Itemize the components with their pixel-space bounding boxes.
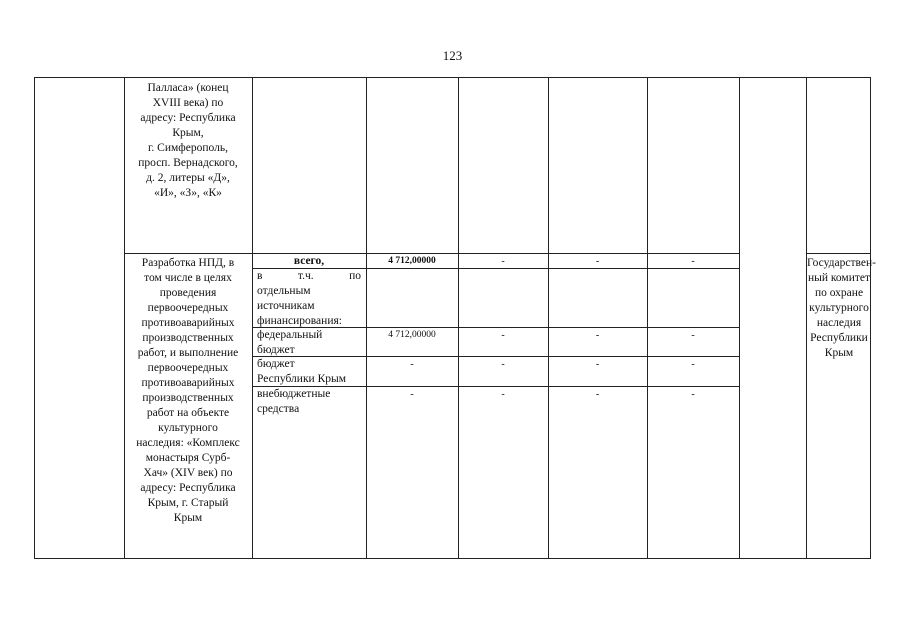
object-line: проведения xyxy=(159,287,217,299)
amount-total: 4 712,00000 xyxy=(388,256,436,266)
source-label-regional xyxy=(257,357,365,387)
object-line: работ, и выполнение xyxy=(137,347,239,359)
column-divider xyxy=(366,78,367,558)
object-line: Палласа» (конец xyxy=(147,82,229,94)
executor-line: Крым xyxy=(824,347,854,359)
value-total-col6: - xyxy=(595,256,600,267)
object-line: адресу: Республика xyxy=(140,482,236,494)
object-line: культурного xyxy=(158,422,218,434)
object-line: адресу: Республика xyxy=(140,112,236,124)
value-federal-col5: - xyxy=(501,330,505,341)
object-line: наследия: «Комплекс xyxy=(136,437,240,449)
value-regional-col5: - xyxy=(501,359,505,370)
source-label-line: Республики Крым xyxy=(257,373,346,385)
executor-line: Государствен- xyxy=(807,257,876,269)
page-number: 123 xyxy=(442,48,463,63)
source-label-line: бюджет xyxy=(257,358,295,370)
object-line: г. Симферополь, xyxy=(148,142,228,154)
executor-line: ный комитет xyxy=(807,272,871,284)
object-line: XVIII века) по xyxy=(152,97,224,109)
source-label-federal xyxy=(257,328,365,358)
object-line: монастыря Сурб- xyxy=(145,452,231,464)
column-divider xyxy=(458,78,459,558)
column-divider xyxy=(548,78,549,558)
source-label-line: средства xyxy=(257,403,300,415)
object-line: первоочередных xyxy=(147,302,229,314)
source-label-line: федеральный xyxy=(257,329,323,341)
value-extrabudget-col6: - xyxy=(595,389,600,400)
financing-table xyxy=(34,77,876,559)
object-line: Хач» (XIV век) по xyxy=(143,467,233,479)
amount-regional: - xyxy=(410,359,414,370)
object-line: первоочередных xyxy=(147,362,229,374)
object-line: «И», «З», «К» xyxy=(154,187,222,199)
object-line: работ на объекте xyxy=(146,407,230,419)
value-extrabudget-col7: - xyxy=(691,389,695,400)
object-line: производственных xyxy=(142,392,234,404)
value-total-col7: - xyxy=(691,256,695,267)
source-label-line: финансирования: xyxy=(257,315,342,327)
object-line: Разработка НПД, в xyxy=(141,257,235,269)
executor-cell xyxy=(807,256,876,361)
value-regional-col6: - xyxy=(595,359,600,370)
source-label-line: внебюджетные xyxy=(257,388,331,400)
source-label-word: по xyxy=(349,270,361,282)
executor-line: Республики xyxy=(810,332,868,344)
source-label-breakdown xyxy=(257,269,361,329)
row-divider xyxy=(806,253,871,254)
amount-extrabudget: - xyxy=(410,389,414,400)
object-description-cell xyxy=(126,256,250,526)
object-line: просп. Вернадского, xyxy=(138,157,238,169)
object-line: Крым, г. Старый xyxy=(147,497,229,509)
source-label-line: бюджет xyxy=(257,344,295,356)
object-line: Крым xyxy=(173,512,203,524)
executor-line: наследия xyxy=(816,317,862,329)
source-label-word: т.ч. xyxy=(297,270,314,282)
amount-federal: 4 712,00000 xyxy=(388,330,436,340)
source-label-extrabudget xyxy=(257,387,365,417)
object-line: Крым, xyxy=(172,127,204,139)
source-label-word: в xyxy=(257,270,263,282)
value-regional-col7: - xyxy=(691,359,695,370)
source-label-line: источникам xyxy=(257,300,315,312)
source-label-total: всего, xyxy=(293,255,325,267)
column-divider xyxy=(252,78,253,558)
source-label-line: отдельным xyxy=(257,285,311,297)
object-line: д. 2, литеры «Д», xyxy=(146,172,230,184)
executor-line: культурного xyxy=(809,302,869,314)
source-label-line xyxy=(257,269,361,284)
executor-line: по охране xyxy=(814,287,864,299)
value-federal-col7: - xyxy=(691,330,695,341)
object-line: том числе в целях xyxy=(144,272,232,284)
value-federal-col6: - xyxy=(595,330,600,341)
value-total-col5: - xyxy=(501,256,505,267)
object-line: производственных xyxy=(142,332,234,344)
object-line: противоаварийных xyxy=(141,317,235,329)
object-name-cell xyxy=(126,81,250,201)
column-divider xyxy=(739,78,740,558)
column-divider xyxy=(124,78,125,558)
column-divider xyxy=(647,78,648,558)
value-extrabudget-col5: - xyxy=(501,389,505,400)
object-line: противоаварийных xyxy=(141,377,235,389)
